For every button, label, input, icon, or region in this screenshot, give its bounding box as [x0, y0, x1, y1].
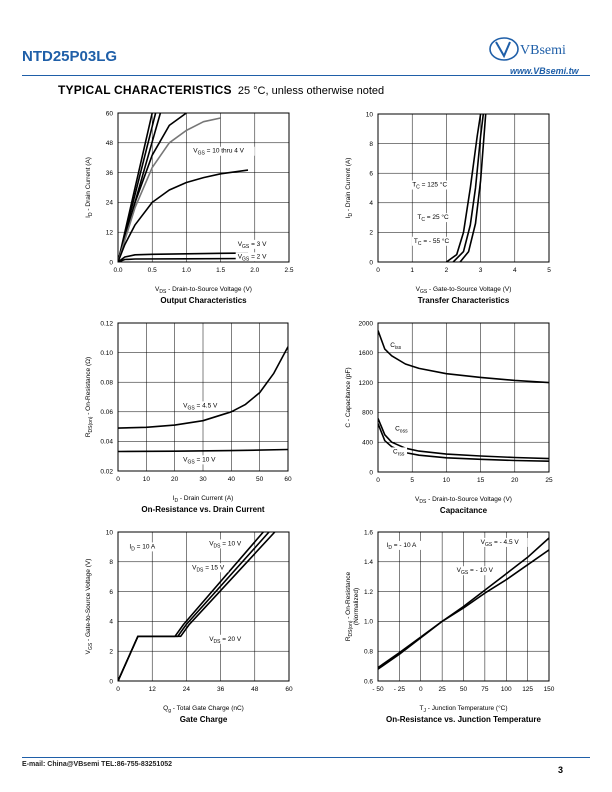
- series-line: [118, 532, 269, 681]
- y-axis-label: C - Capacitance (pF): [345, 367, 352, 428]
- y-tick-label: 1.2: [363, 588, 373, 596]
- series-annotation: VGS = 2 V: [237, 253, 267, 262]
- x-tick-label: 10: [442, 477, 451, 484]
- series-line: [460, 114, 486, 262]
- plot-frame: [118, 532, 289, 681]
- plot-frame: [378, 114, 549, 262]
- y-tick-label: 48: [105, 140, 113, 148]
- plot-area: [85, 320, 292, 514]
- y-axis-label: VGS - Gate-to-Source Voltage (V): [85, 558, 94, 655]
- y-tick-label: 0.02: [100, 468, 113, 476]
- y-tick-label: 0.8: [363, 648, 373, 656]
- series-group: [378, 331, 549, 462]
- y-tick-label: 8: [109, 559, 113, 567]
- series-group: [118, 532, 275, 681]
- y-tick-label: 0: [109, 259, 113, 267]
- footer-contact: E-mail: China@VBsemi TEL:86-755-83251052: [22, 761, 173, 768]
- chart-on-resistance-vs-junction-temperature: [338, 526, 561, 729]
- series-annotation: VDS = 10 V: [209, 540, 242, 549]
- footer-divider: [22, 757, 590, 758]
- y-tick-label: 800: [362, 409, 373, 417]
- x-axis-label: Qg - Total Gate Charge (nC): [163, 705, 244, 714]
- y-tick-label: 24: [105, 199, 113, 207]
- x-tick-label: 48: [251, 686, 259, 693]
- y-tick-label: 1.0: [363, 618, 373, 626]
- y-tick-label: 2000: [358, 320, 373, 328]
- part-number: NTD25P03LG: [22, 48, 118, 65]
- x-axis-label: VGS - Gate-to-Source Voltage (V): [415, 286, 512, 295]
- y-tick-label: 0: [109, 678, 113, 686]
- y-tick-label: 1.6: [363, 529, 373, 537]
- logo-v-mark: [496, 42, 510, 56]
- section-title: TYPICAL CHARACTERISTICS: [58, 83, 232, 97]
- y-tick-label: 12: [105, 229, 113, 237]
- x-tick-label: 1.0: [181, 267, 191, 274]
- y-tick-label: 0.06: [100, 409, 113, 417]
- x-tick-label: 50: [459, 686, 468, 693]
- x-tick-label: 24: [182, 686, 191, 693]
- chart-capacitance: [338, 317, 561, 520]
- plot-area: [345, 111, 551, 305]
- x-tick-label: 0.0: [113, 267, 123, 274]
- chart-title: Transfer Characteristics: [417, 296, 510, 305]
- series-annotation: VGS = - 4.5 V: [480, 538, 519, 548]
- page-number: 3: [558, 765, 564, 775]
- y-tick-label: 0: [369, 259, 373, 267]
- y-tick-label: 6: [109, 588, 113, 596]
- chart-title: On-Resistance vs. Drain Current: [141, 505, 265, 514]
- y-tick-label: 10: [105, 529, 113, 537]
- y-tick-label: 0.08: [100, 379, 113, 387]
- y-tick-label: 4: [369, 200, 373, 208]
- x-tick-label: - 50: [372, 686, 384, 693]
- y-tick-label: 2: [109, 648, 113, 656]
- x-tick-label: 60: [284, 476, 292, 483]
- y-tick-label: 10: [365, 111, 373, 119]
- series-annotation: TC = 125 °C: [412, 181, 448, 191]
- y-tick-label: 0: [369, 469, 373, 477]
- y-tick-label: 8: [369, 140, 373, 148]
- x-tick-label: 12: [148, 686, 156, 693]
- x-tick-label: 0: [418, 686, 423, 693]
- x-tick-label: 25: [438, 686, 446, 693]
- x-tick-label: 2.5: [284, 267, 294, 274]
- x-tick-label: 5: [410, 477, 415, 484]
- series-annotation: Ciss: [390, 341, 402, 351]
- series-annotation: VGS = 3 V: [237, 240, 267, 250]
- chart-gate-charge: [78, 526, 301, 729]
- y-tick-label: 0.6: [363, 678, 373, 686]
- y-tick-label: 1200: [358, 379, 373, 387]
- series-annotation: VGS = 4.5 V: [183, 402, 218, 411]
- x-tick-label: 40: [227, 476, 235, 483]
- x-tick-label: 0: [376, 267, 380, 274]
- x-tick-label: 75: [481, 686, 489, 693]
- plot-area: [85, 529, 293, 724]
- x-axis-label: ID - Drain Current (A): [172, 495, 234, 504]
- chart-on-resistance-vs-drain-current: [78, 317, 300, 519]
- y-tick-label: 0.12: [100, 320, 113, 328]
- x-tick-label: 3: [478, 267, 483, 274]
- series-annotation: ID = 10 A: [129, 543, 156, 552]
- y-axis-label: ID - Drain Current (A): [85, 157, 94, 218]
- x-tick-label: 20: [171, 476, 179, 483]
- x-tick-label: 1.5: [216, 267, 226, 274]
- x-tick-label: 20: [511, 477, 519, 484]
- y-tick-label: 1600: [358, 350, 373, 358]
- brand-name: VBsemi: [520, 43, 566, 58]
- x-tick-label: 36: [216, 686, 225, 693]
- y-axis-label: ID - Drain Current (A): [345, 157, 354, 219]
- y-tick-label: 36: [105, 169, 113, 177]
- chart-transfer-characteristics: [338, 108, 561, 310]
- series-annotation: VDS = 15 V: [192, 564, 225, 573]
- y-tick-label: 400: [362, 439, 373, 447]
- x-tick-label: 15: [476, 477, 485, 484]
- x-tick-label: 0: [116, 686, 120, 693]
- x-tick-label: 2: [444, 267, 449, 274]
- website-link[interactable]: www.VBsemi.tw: [510, 66, 579, 76]
- header-divider: [22, 75, 590, 76]
- y-tick-label: 2: [369, 229, 373, 237]
- chart-title: Capacitance: [439, 506, 488, 515]
- series-annotation: VDS = 20 V: [209, 635, 242, 645]
- x-tick-label: 0: [376, 477, 380, 484]
- series-group: [118, 113, 248, 262]
- x-tick-label: 5: [547, 267, 551, 274]
- x-tick-label: 4: [512, 267, 517, 274]
- x-tick-label: 1: [410, 267, 415, 274]
- chart-title: Gate Charge: [179, 715, 228, 724]
- series-line: [118, 532, 263, 681]
- series-line: [118, 253, 248, 262]
- series-line: [118, 259, 248, 263]
- x-tick-label: 150: [543, 686, 555, 693]
- plot-area: [85, 110, 294, 305]
- x-axis-label: VDS - Drain-to-Source Voltage (V): [155, 286, 252, 295]
- series-line: [378, 331, 549, 383]
- y-tick-label: 4: [109, 618, 113, 626]
- y-tick-label: 6: [369, 170, 373, 178]
- series-annotation: VGS = - 10 V: [456, 567, 493, 576]
- x-tick-label: 100: [500, 686, 512, 693]
- chart-title: On-Resistance vs. Junction Temperature: [385, 715, 542, 724]
- x-tick-label: - 25: [393, 686, 405, 693]
- x-tick-label: 30: [199, 476, 207, 483]
- series-annotation: VGS = 10 thru 4 V: [193, 147, 245, 157]
- series-annotation: Crss: [393, 448, 405, 457]
- y-tick-label: 0.10: [100, 349, 113, 357]
- y-tick-label: 60: [105, 110, 113, 118]
- x-tick-label: 0: [116, 476, 120, 483]
- plot-area: [345, 320, 553, 515]
- series-annotation: VGS = 10 V: [183, 456, 216, 465]
- y-axis-label-2: (Normalized): [353, 587, 360, 626]
- x-tick-label: 125: [522, 686, 534, 693]
- series-annotation: ID = - 10 A: [386, 541, 417, 551]
- series-annotation: TC = 25 °C: [417, 214, 449, 223]
- x-tick-label: 25: [545, 477, 553, 484]
- x-axis-label: VDS - Drain-to-Source Voltage (V): [415, 496, 512, 505]
- x-tick-label: 10: [142, 476, 150, 483]
- y-tick-label: 1.4: [363, 559, 373, 567]
- x-tick-label: 2.0: [250, 267, 260, 274]
- x-tick-label: 0.5: [147, 267, 157, 274]
- series-line: [118, 532, 275, 681]
- series-annotation: TC = - 55 °C: [413, 237, 450, 247]
- section-heading: [58, 83, 384, 97]
- x-tick-label: 60: [285, 686, 293, 693]
- y-tick-label: 0.04: [100, 438, 113, 446]
- y-axis-label: RDS(on) - On-Resistance: [345, 571, 354, 642]
- plot-area: [345, 529, 555, 724]
- x-axis-label: TJ - Junction Temperature (°C): [419, 705, 508, 714]
- series-annotation: Coss: [395, 425, 408, 434]
- x-tick-label: 50: [256, 476, 264, 483]
- section-condition: 25 °C, unless otherwise noted: [237, 85, 385, 97]
- y-axis-label: RDS(on) - On-Resistance (Ω): [85, 356, 94, 438]
- chart-output-characteristics: [78, 107, 301, 310]
- chart-title: Output Characteristics: [160, 296, 247, 305]
